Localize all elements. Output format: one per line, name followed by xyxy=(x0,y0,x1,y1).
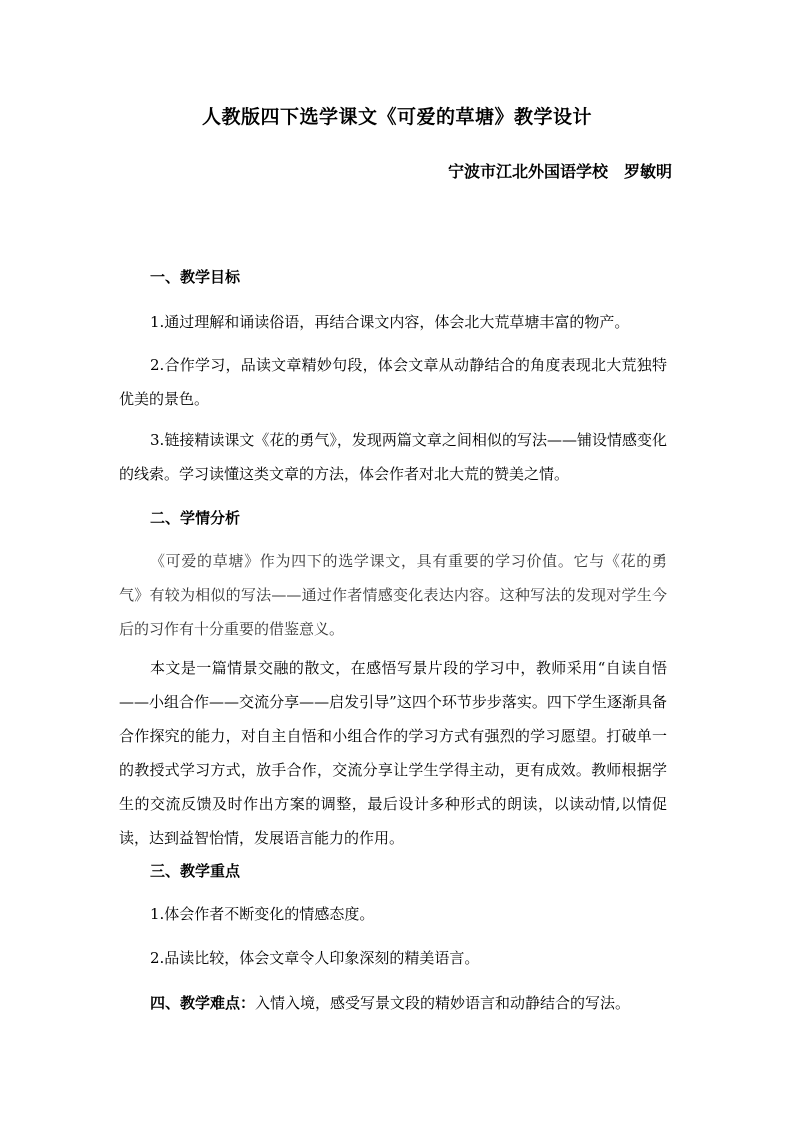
goal-item-3: 3.链接精读课文《花的勇气》，发现两篇文章之间相似的写法——铺设情感变化的线索。学习读懂这类文章的方法，体会作者对北大荒的赞美之情。 xyxy=(119,431,667,483)
section-key-points-heading: 三、教学重点 xyxy=(150,862,241,880)
section-difficulties-text: 入情入境，感受写景文段的精妙语言和动静结合的写法。 xyxy=(255,994,631,1012)
key-point-item-1: 1.体会作者不断变化的情感态度。 xyxy=(150,905,375,923)
section-difficulties xyxy=(119,986,667,1020)
document-title: 人教版四下选学课文《可爱的草塘》教学设计 xyxy=(201,106,592,128)
analysis-paragraph-1: 《可爱的草塘》作为四下的选学课文，具有重要的学习价值。它与《花的勇气》有较为相似的写法——通过作者情感变化表达内容。这种写法的发现对学生今后的习作有十分重要的借鉴意义。 xyxy=(119,552,667,638)
key-point-item-2: 2.品读比较，体会文章令人印象深刻的精美语言。 xyxy=(150,949,480,967)
goal-item-2: 2.合作学习，品读文章精妙句段，体会文章从动静结合的角度表现北大荒独特优美的景色。 xyxy=(119,356,667,408)
analysis-paragraph-2: 本文是一篇情景交融的散文，在感悟写景片段的学习中，教师采用“自读自悟——小组合作——交流分享——启发引导”这四个环节步步落实。四下学生逐渐具备合作探究的能力，对自主自悟和小组合作的学习方式有强烈的学习愿望。打破单一的教授式学习方式，放手合作，交流分享让学生学得主动，更有成效。教师根据学生的交流反馈及时作出方案的调整，最后设计多种形式的朗读，以读动情,以情促读，达到益智怡情，发展语言能力的作用。 xyxy=(119,659,667,847)
section-difficulties-heading: 四、教学难点： xyxy=(150,994,256,1012)
section-analysis-heading: 二、学情分析 xyxy=(150,509,241,527)
goal-item-1: 1.通过理解和诵读俗语，再结合课文内容，体会北大荒草塘丰富的物产。 xyxy=(150,313,630,331)
section-goals-heading: 一、教学目标 xyxy=(150,268,241,286)
document-author: 宁波市江北外国语学校 罗敏明 xyxy=(447,162,672,181)
